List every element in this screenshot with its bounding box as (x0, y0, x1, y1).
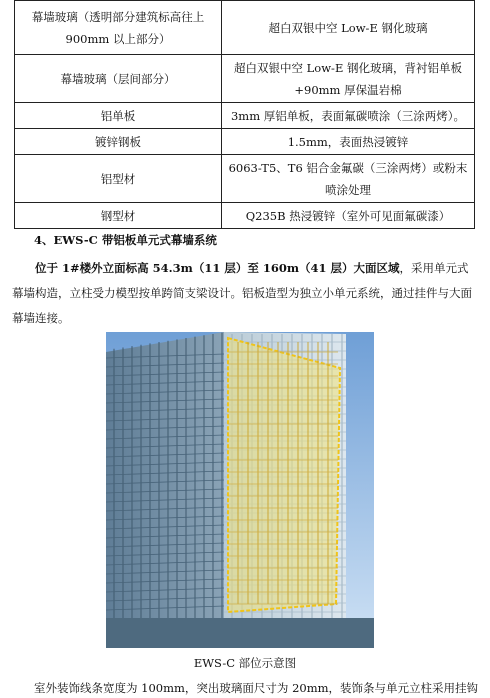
continuation-text: 室外装饰线条宽度为 100mm，突出玻璃面尺寸为 20mm，装饰条与单元立柱采用挂钩 (34, 681, 479, 695)
table-row (15, 129, 475, 155)
paragraph-highlight: 位于 1#楼外立面标高 54.3m（11 层）至 160m（41 层）大面区域 (35, 261, 400, 275)
ews-c-highlight-zone (228, 338, 340, 612)
table-cell-spec: Q235B 热浸镀锌（室外可见面氟碳漆） (222, 203, 475, 229)
table-cell-item: 幕墙玻璃（层间部分） (15, 55, 222, 103)
table-row (15, 1, 475, 55)
table-cell-item: 镀锌钢板 (15, 129, 222, 155)
section-title: 4、EWS-C 带铝板单元式幕墙系统 (34, 233, 217, 247)
table-cell-item: 幕墙玻璃（透明部分建筑标高往上900mm 以上部分） (15, 1, 222, 55)
table-cell-item: 钢型材 (15, 203, 222, 229)
table-cell-spec: 超白双银中空 Low-E 钢化玻璃，背衬铝单板+90mm 厚保温岩棉 (222, 55, 475, 103)
material-spec-table (14, 0, 475, 229)
table-cell-item: 铝型材 (15, 155, 222, 203)
table-cell-item: 铝单板 (15, 103, 222, 129)
table-cell-spec: 3mm 厚铝单板，表面氟碳喷涂（三涂两烤）。 (222, 103, 475, 129)
table-row (15, 203, 475, 229)
table-cell-spec: 6063-T5、T6 铝合金氟碳（三涂两烤）或粉末喷涂处理 (222, 155, 475, 203)
building-illustration (106, 332, 374, 648)
table-cell-spec: 1.5mm，表面热浸镀锌 (222, 129, 475, 155)
figure-caption: EWS-C 部位示意图 (193, 656, 297, 670)
body-paragraph (12, 256, 472, 331)
table-row (15, 103, 475, 129)
table-row (15, 155, 475, 203)
podium-base (106, 618, 374, 648)
table-row (15, 55, 475, 103)
paragraph-text: ，采用单元式幕墙构造，立柱受力模型按单跨简支梁设计。铝板造型为独立小单元系统，通过挂件与大面幕墙连接。 (12, 261, 472, 325)
table-cell-spec: 超白双银中空 Low-E 钢化玻璃 (222, 1, 475, 55)
